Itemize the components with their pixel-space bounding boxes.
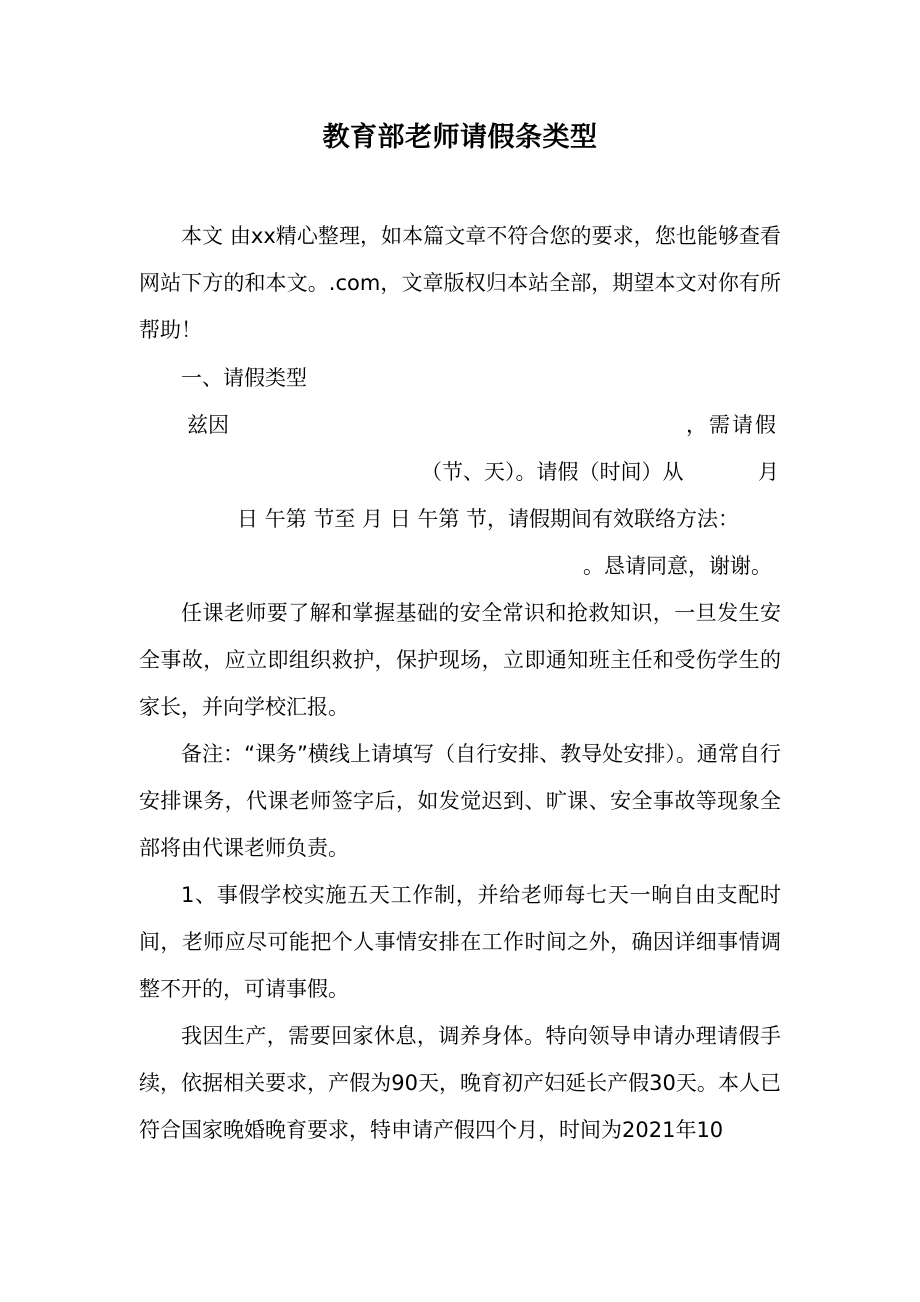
paragraphs-block: [139, 590, 781, 1154]
form-closing: 。恳请同意，谢谢。: [583, 554, 772, 578]
form-unit-and-from: （节、天）。请假（时间）从: [421, 460, 684, 484]
form-date-range: 日 午第 节至 月 日 午第 节，请假期间有效联络方法：: [237, 507, 740, 531]
paragraph-note: 备注：“课务”横线上请填写（自行安排、教导处安排）。通常自行安排课务，代课老师签字后，如发觉迟到、旷课、安全事故等现象全部将由代课老师负责。: [139, 742, 781, 860]
intro-block: [139, 213, 781, 354]
section-heading: 一、请假类型: [181, 366, 307, 390]
form-month: 月: [758, 460, 779, 484]
form-cause-suffix: ，需请假: [686, 413, 778, 437]
intro-paragraph: 本文 由xx精心整理，如本篇文章不符合您的要求，您也能够查看网站下方的和本文。.com，文章版权归本站全部，期望本文对你有所帮助！: [139, 224, 781, 342]
form-cause-prefix: 兹因: [187, 413, 229, 437]
paragraph-safety: 任课老师要了解和掌握基础的安全常识和抢救知识，一旦发生安全事故，应立即组织救护，保护现场，立即通知班主任和受伤学生的家长，并向学校汇报。: [139, 601, 781, 719]
paragraph-personal-leave: 1、事假学校实施五天工作制，并给老师每七天一晌自由支配时间，老师应尽可能把个人事情安排在工作时间之外，确因详细事情调整不开的，可请事假。: [139, 883, 781, 1001]
document-title: 教育部老师请假条类型: [322, 122, 598, 153]
paragraph-maternity-leave: 我因生产，需要回家休息，调养身体。特向领导申请办理请假手续，依据相关要求，产假为90天，晚育初产妇延长产假30天。本人已符合国家晚婚晚育要求，特申请产假四个月，时间为2021年10: [139, 1024, 781, 1142]
